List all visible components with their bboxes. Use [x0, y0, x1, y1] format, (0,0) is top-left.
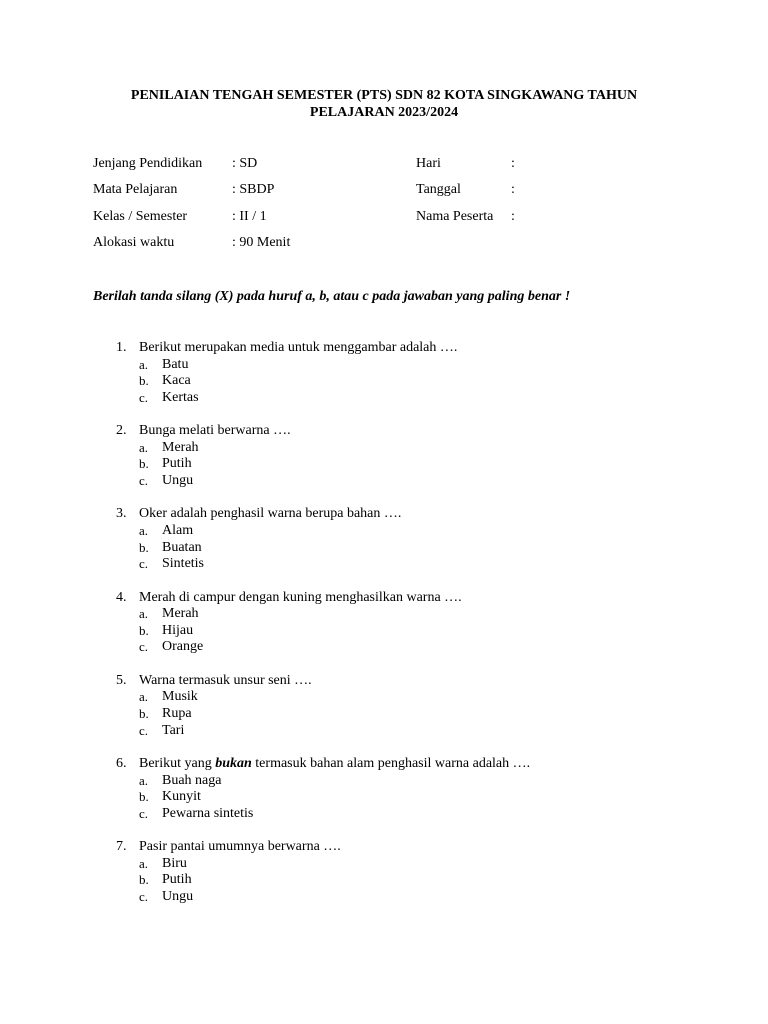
info-value: : SD: [232, 156, 258, 171]
question-1: [0, 340, 768, 423]
option-text: Ungu: [162, 472, 194, 488]
option-b[interactable]: [0, 706, 768, 723]
question-text: Bunga melati berwarna ….: [139, 423, 291, 439]
option-b[interactable]: [0, 789, 768, 806]
option-a[interactable]: [0, 689, 768, 706]
option-text: Tari: [162, 722, 185, 738]
info-right-value: :: [511, 182, 515, 198]
option-text: Rupa: [162, 705, 192, 721]
option-letter: a.: [139, 356, 149, 372]
option-c[interactable]: [0, 473, 768, 490]
option-text: Alam: [162, 522, 194, 538]
info-label: Kelas / Semester: [93, 208, 188, 224]
option-text: Kunyit: [162, 789, 201, 805]
question-text-before: Berikut yang: [139, 755, 216, 771]
exam-info-table: [93, 154, 613, 259]
option-text: Buah naga: [162, 772, 222, 788]
info-value: : SBDP: [232, 182, 275, 198]
option-a[interactable]: [0, 523, 768, 540]
option-a[interactable]: [0, 773, 768, 790]
option-letter: b.: [139, 373, 149, 389]
option-c[interactable]: [0, 806, 768, 823]
option-letter: b.: [139, 872, 149, 888]
option-letter: c.: [139, 389, 149, 405]
info-row-jenjang: [93, 154, 613, 180]
option-b[interactable]: [0, 872, 768, 889]
question-number: 1.: [116, 340, 127, 355]
page-title: [93, 87, 675, 121]
option-letter: b.: [139, 789, 149, 805]
option-text: Pewarna sintetis: [162, 805, 254, 821]
info-label: Mata Pelajaran: [93, 182, 178, 198]
question-2: [0, 423, 768, 506]
option-letter: c.: [139, 556, 149, 572]
question-text: [139, 756, 530, 773]
option-text: Putih: [162, 872, 192, 888]
option-text: Kaca: [162, 373, 191, 389]
info-label: Alokasi waktu: [93, 234, 175, 250]
option-text: Putih: [162, 456, 192, 472]
option-letter: b.: [139, 539, 149, 555]
question-number: 7.: [116, 839, 127, 855]
info-label: Jenjang Pendidikan: [93, 156, 203, 171]
option-text: Orange: [162, 639, 204, 655]
question-number: 6.: [116, 755, 127, 771]
info-row-alokasi: [93, 233, 613, 259]
option-letter: c.: [139, 722, 149, 738]
question-number: 3.: [116, 506, 127, 522]
option-letter: b.: [139, 622, 149, 638]
option-text: Kertas: [162, 389, 199, 405]
option-letter: a.: [139, 855, 149, 871]
option-b[interactable]: [0, 456, 768, 473]
option-letter: c.: [139, 805, 149, 821]
question-6: [0, 756, 768, 839]
question-5: [0, 673, 768, 756]
option-b[interactable]: [0, 623, 768, 640]
option-text: Merah: [162, 606, 199, 622]
option-c[interactable]: [0, 556, 768, 573]
title-line-2: PELAJARAN 2023/2024: [309, 105, 459, 120]
option-c[interactable]: [0, 723, 768, 740]
option-text: Ungu: [162, 888, 194, 904]
question-text-after: termasuk bahan alam penghasil warna adalah ….: [251, 755, 531, 771]
option-c[interactable]: [0, 889, 768, 906]
question-text: Berikut merupakan media untuk menggambar adalah ….: [139, 340, 458, 355]
option-text: Biru: [162, 855, 187, 871]
option-a[interactable]: [0, 606, 768, 623]
option-text: Merah: [162, 439, 199, 455]
question-number: 4.: [116, 589, 127, 605]
instruction-text: Berilah tanda silang (X) pada huruf a, b, atau c pada jawaban yang paling benar !: [93, 289, 571, 304]
option-text: Batu: [162, 356, 189, 372]
info-right-value: :: [511, 208, 515, 224]
option-letter: b.: [139, 456, 149, 472]
option-b[interactable]: [0, 540, 768, 557]
info-value: : 90 Menit: [232, 234, 291, 250]
question-text: Warna termasuk unsur seni ….: [139, 672, 312, 688]
option-a[interactable]: [0, 440, 768, 457]
question-text: Pasir pantai umumnya berwarna ….: [139, 839, 341, 855]
option-text: Sintetis: [162, 556, 205, 572]
info-right-label: Tanggal: [416, 182, 461, 198]
option-letter: c.: [139, 639, 149, 655]
info-row-kelas: [93, 207, 613, 233]
question-number: 2.: [116, 423, 127, 439]
option-letter: c.: [139, 472, 149, 488]
option-a[interactable]: [0, 357, 768, 374]
info-value: : II / 1: [232, 208, 267, 224]
info-right-label: Nama Peserta: [416, 208, 494, 224]
option-text: Hijau: [162, 622, 194, 638]
option-text: Musik: [162, 689, 198, 705]
option-letter: a.: [139, 772, 149, 788]
question-list: [0, 340, 768, 922]
info-row-mapel: [93, 180, 613, 206]
option-text: Buatan: [162, 539, 202, 555]
question-text: Oker adalah penghasil warna berupa bahan ….: [139, 506, 402, 522]
option-c[interactable]: [0, 639, 768, 656]
question-3: [0, 506, 768, 589]
question-text-emphasis: bukan: [215, 755, 252, 771]
info-right-value: :: [511, 156, 515, 171]
question-number: 5.: [116, 672, 127, 688]
question-4: [0, 590, 768, 673]
option-letter: c.: [139, 888, 149, 904]
option-c[interactable]: [0, 390, 768, 407]
option-letter: b.: [139, 705, 149, 721]
option-a[interactable]: [0, 856, 768, 873]
option-letter: a.: [139, 439, 149, 455]
option-letter: a.: [139, 522, 149, 538]
option-b[interactable]: [0, 373, 768, 390]
question-text: Merah di campur dengan kuning menghasilkan warna ….: [139, 589, 462, 605]
question-7: [0, 839, 768, 922]
option-letter: a.: [139, 606, 149, 622]
title-line-1: PENILAIAN TENGAH SEMESTER (PTS) SDN 82 KOTA SINGKAWANG TAHUN: [130, 88, 638, 103]
info-right-label: Hari: [416, 156, 441, 171]
option-letter: a.: [139, 689, 149, 705]
